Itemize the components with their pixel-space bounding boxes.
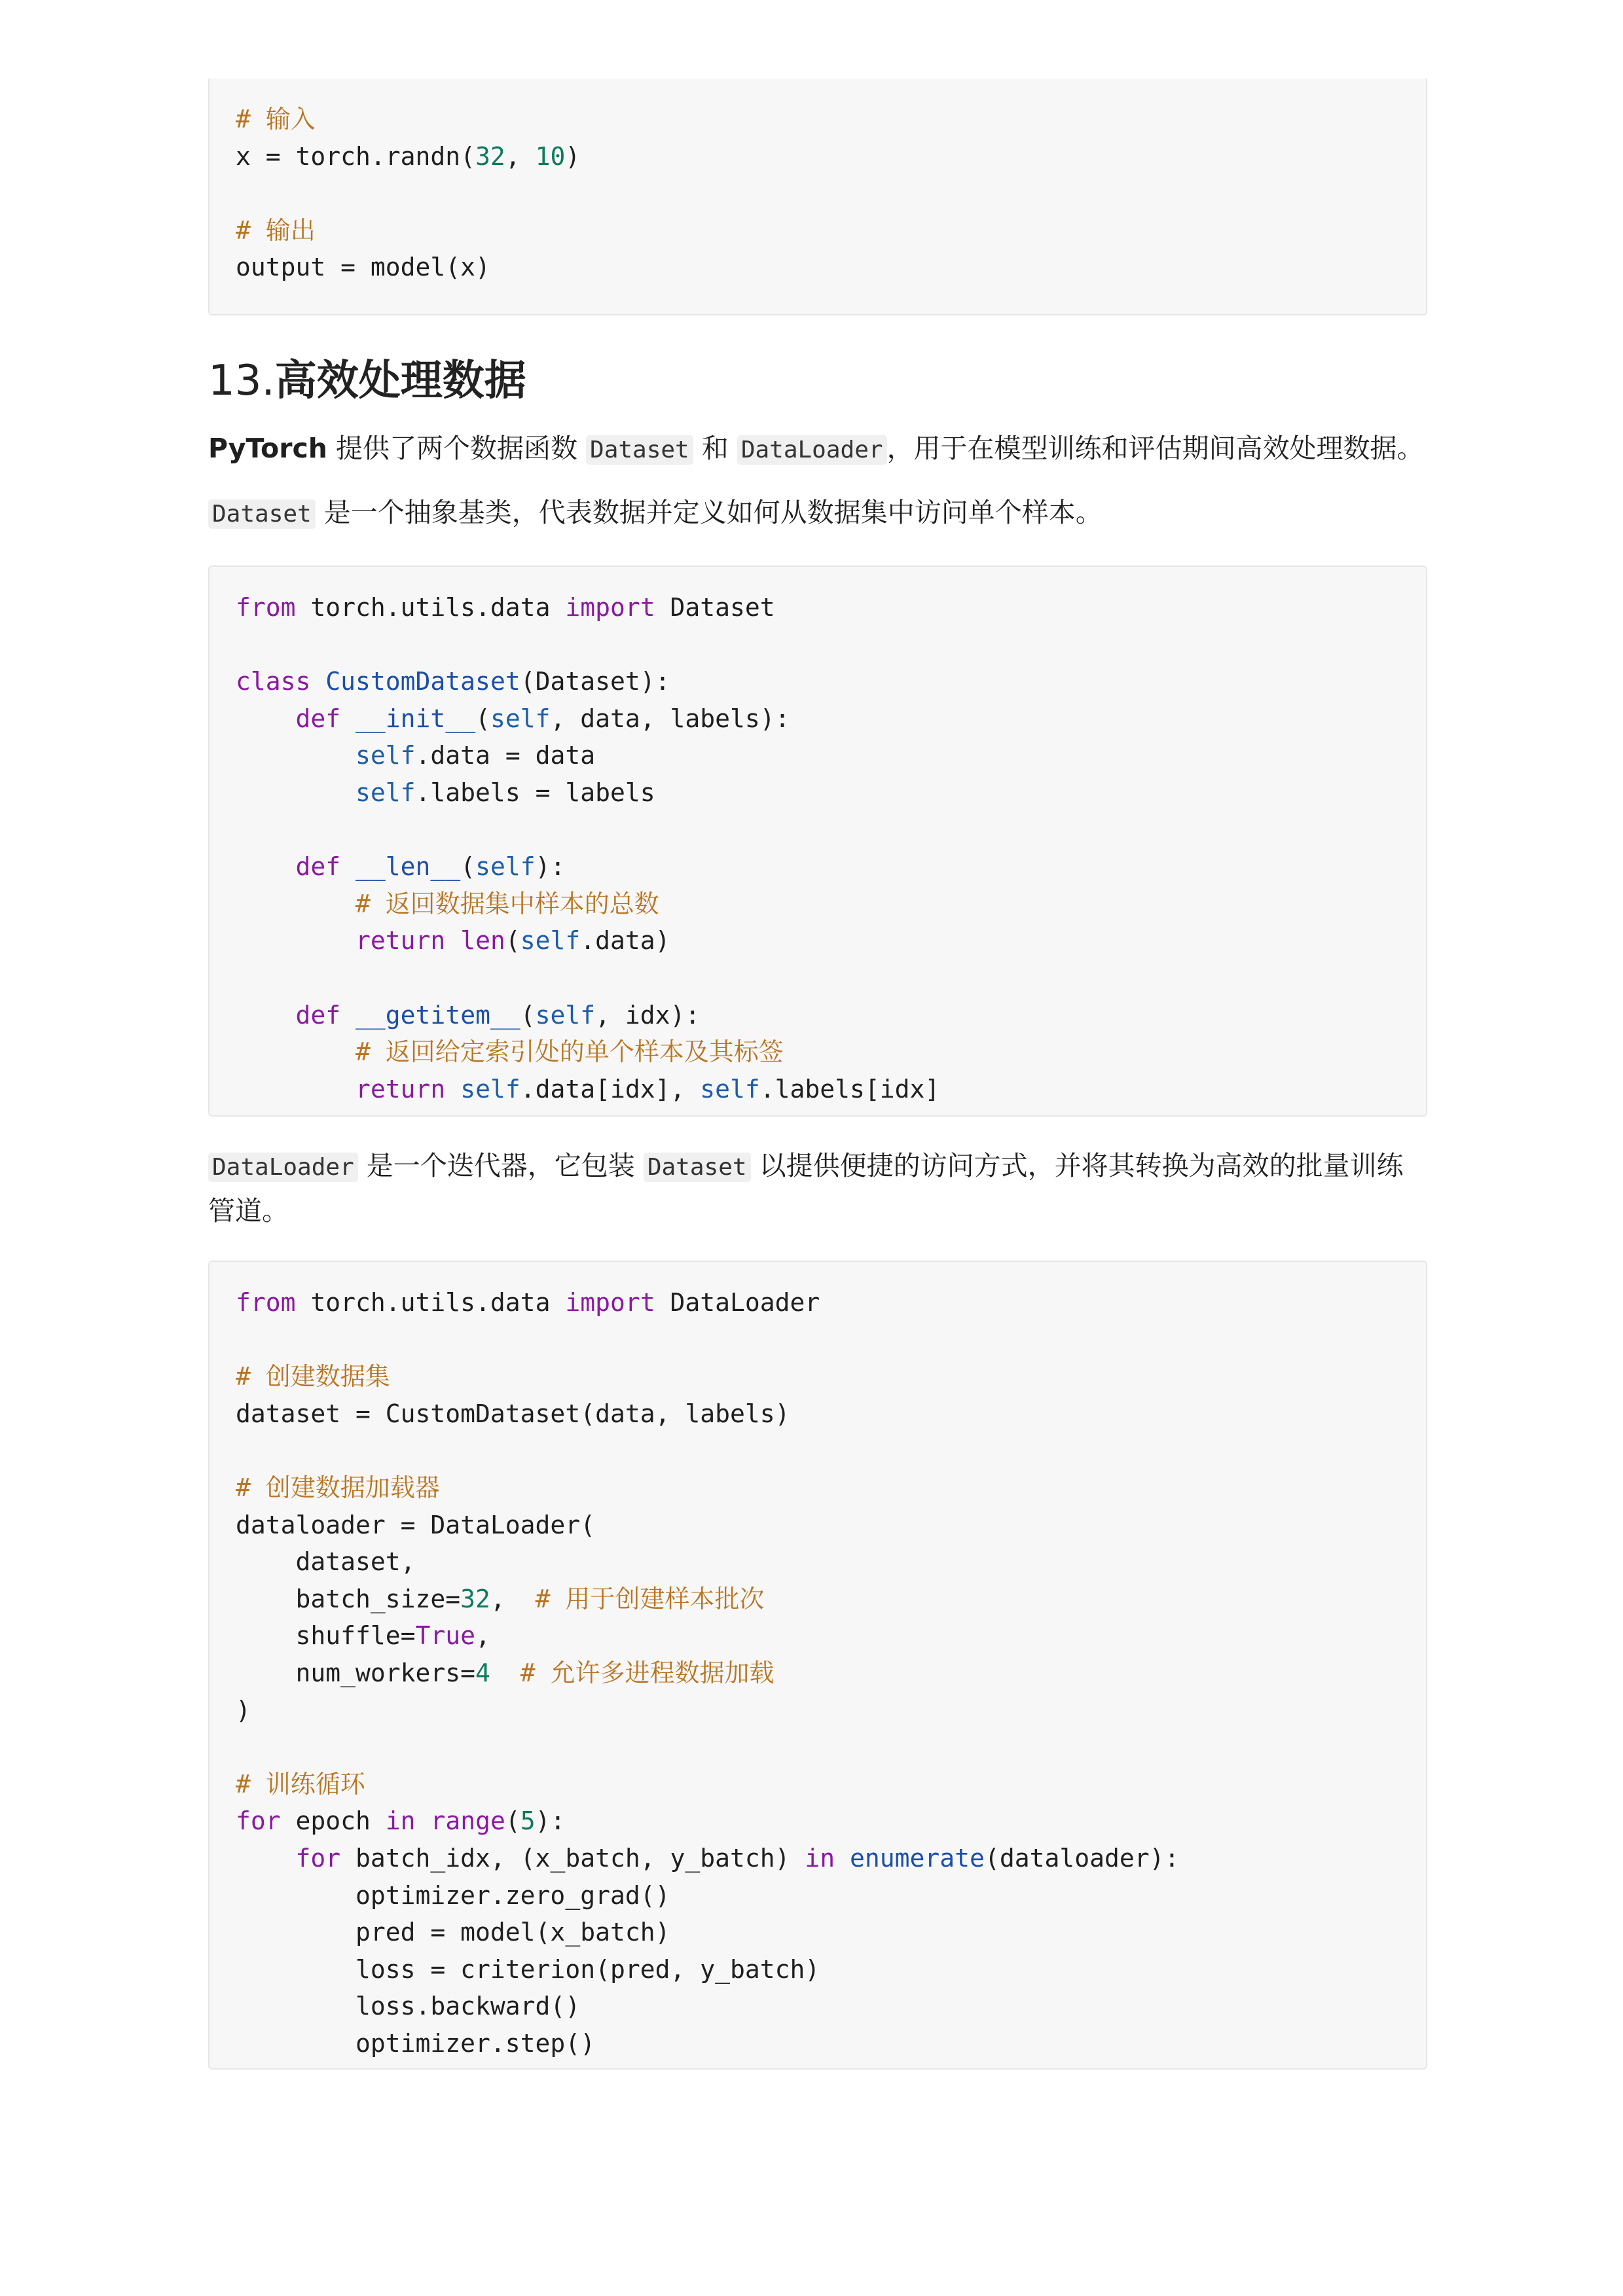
code-token: dataloader = DataLoader( bbox=[236, 1510, 596, 1539]
code-token: # 创建数据加载器 bbox=[236, 1473, 440, 1502]
code-token: , bbox=[505, 141, 536, 171]
code-line bbox=[236, 1988, 1400, 2025]
text-span: 提供了两个数据函数 bbox=[327, 433, 587, 464]
code-token: # 输入 bbox=[236, 105, 316, 134]
code-line bbox=[236, 1469, 1400, 1507]
code-token: # 允许多进程数据加载 bbox=[520, 1658, 775, 1687]
code-token: batch_idx, (x_batch, y_batch) bbox=[340, 1843, 805, 1873]
code-token: __len__ bbox=[356, 852, 461, 882]
code-token: for bbox=[236, 1806, 281, 1836]
inline-code-dataloader: DataLoader bbox=[737, 435, 887, 465]
code-token: import bbox=[565, 593, 655, 622]
code-line bbox=[236, 1655, 1400, 1692]
code-token: ( bbox=[475, 704, 490, 733]
code-line bbox=[236, 589, 1400, 626]
code-token: len bbox=[460, 926, 505, 956]
code-line bbox=[236, 1877, 1400, 1914]
code-token bbox=[490, 1659, 520, 1687]
code-token bbox=[236, 1075, 356, 1103]
code-token: import bbox=[565, 1288, 655, 1317]
code-token: self bbox=[356, 778, 416, 807]
code-token: , data, labels): bbox=[550, 704, 790, 733]
code-token bbox=[445, 1075, 460, 1103]
code-token: in bbox=[805, 1843, 835, 1873]
code-token: torch.utils.data bbox=[295, 593, 566, 622]
code-line bbox=[236, 1692, 1400, 1729]
code-token: , idx): bbox=[595, 1000, 701, 1030]
code-token: self bbox=[490, 704, 551, 733]
code-line bbox=[236, 101, 1400, 138]
code-token: .data[idx], bbox=[520, 1074, 701, 1103]
code-token: batch_size= bbox=[236, 1584, 461, 1613]
code-token: # 训练循环 bbox=[236, 1769, 365, 1799]
code-line bbox=[236, 886, 1400, 923]
code-line bbox=[236, 774, 1400, 812]
code-token bbox=[236, 926, 356, 955]
code-token: self bbox=[520, 926, 581, 956]
code-token bbox=[236, 778, 356, 807]
code-line bbox=[236, 960, 1400, 997]
code-token: optimizer.step() bbox=[236, 2028, 596, 2058]
code-block-dataloader bbox=[208, 1261, 1427, 2070]
code-token: def bbox=[295, 704, 341, 733]
code-token: 32 bbox=[475, 141, 505, 171]
code-line bbox=[236, 1840, 1400, 1877]
code-token: torch.utils.data bbox=[295, 1288, 566, 1317]
code-token: epoch bbox=[280, 1806, 386, 1836]
code-line bbox=[236, 1395, 1400, 1433]
code-line bbox=[236, 175, 1400, 212]
code-token: in bbox=[385, 1806, 416, 1836]
code-token: ( bbox=[460, 852, 476, 882]
code-token bbox=[445, 926, 460, 955]
code-token: __getitem__ bbox=[356, 1000, 520, 1030]
code-token: def bbox=[295, 852, 341, 882]
code-line bbox=[236, 700, 1400, 738]
code-token: ) bbox=[565, 141, 581, 171]
code-line bbox=[236, 2025, 1400, 2062]
code-token: .labels[idx] bbox=[759, 1074, 940, 1103]
pytorch-term: PyTorch bbox=[208, 433, 327, 464]
code-line bbox=[236, 212, 1400, 249]
code-token: (Dataset): bbox=[520, 667, 670, 696]
code-token: return bbox=[356, 926, 446, 956]
code-token: enumerate bbox=[850, 1843, 985, 1873]
code-token: Dataset bbox=[655, 593, 775, 622]
code-token: .data = data bbox=[415, 741, 596, 770]
code-block-model-usage bbox=[208, 79, 1427, 315]
text-span: ，用于在模型训练和评估期间高效处理数据。 bbox=[886, 433, 1424, 464]
text-span: 是一个迭代器，它包装 bbox=[357, 1150, 644, 1181]
code-token: ( bbox=[505, 1806, 520, 1836]
code-token: ): bbox=[535, 852, 566, 882]
code-token bbox=[236, 1844, 296, 1873]
code-line bbox=[236, 1033, 1400, 1071]
inline-code-dataloader: DataLoader bbox=[208, 1153, 358, 1182]
code-block-custom-dataset bbox=[208, 565, 1427, 1117]
code-token bbox=[340, 704, 356, 733]
code-token bbox=[236, 1001, 296, 1030]
code-token: True bbox=[415, 1621, 476, 1651]
code-token: CustomDataset bbox=[325, 667, 520, 696]
code-token: num_workers= bbox=[236, 1658, 476, 1687]
code-line bbox=[236, 997, 1400, 1034]
code-token: x = torch.randn( bbox=[236, 141, 476, 171]
code-line bbox=[236, 1914, 1400, 1951]
text-span: 是一个抽象基类，代表数据并定义如何从数据集中访问单个样本。 bbox=[315, 497, 1103, 528]
code-line bbox=[236, 626, 1400, 664]
code-token: ( bbox=[520, 1000, 536, 1030]
code-token: self bbox=[535, 1000, 596, 1030]
code-line bbox=[236, 922, 1400, 960]
code-token: self bbox=[475, 852, 536, 882]
section-heading bbox=[208, 347, 526, 407]
code-token: , bbox=[475, 1621, 490, 1651]
code-token: __init__ bbox=[356, 704, 476, 733]
code-token: pred = model(x_batch) bbox=[236, 1918, 670, 1947]
code-token bbox=[236, 1037, 356, 1066]
code-token bbox=[310, 667, 325, 696]
code-token: range bbox=[430, 1806, 505, 1836]
code-token: from bbox=[236, 1288, 296, 1317]
code-token bbox=[236, 889, 356, 918]
code-token: return bbox=[356, 1074, 446, 1103]
code-line bbox=[236, 1321, 1400, 1359]
code-token: # 返回给定索引处的单个样本及其标签 bbox=[356, 1037, 784, 1067]
code-token: for bbox=[295, 1843, 341, 1873]
code-token: self bbox=[460, 1074, 520, 1103]
section-title: 高效处理数据 bbox=[274, 357, 526, 405]
code-token: .data) bbox=[580, 926, 670, 956]
code-line bbox=[236, 812, 1400, 849]
code-line bbox=[236, 1284, 1400, 1321]
code-line bbox=[236, 1581, 1400, 1618]
code-token: from bbox=[236, 593, 296, 622]
inline-code-dataset: Dataset bbox=[586, 435, 693, 465]
code-token: , bbox=[490, 1584, 536, 1613]
code-line bbox=[236, 1432, 1400, 1469]
code-line bbox=[236, 1358, 1400, 1395]
code-token: # 返回数据集中样本的总数 bbox=[356, 889, 659, 918]
inline-code-dataset: Dataset bbox=[208, 499, 316, 529]
code-token: ) bbox=[236, 1695, 251, 1725]
code-token: dataset = CustomDataset(data, labels) bbox=[236, 1399, 790, 1428]
code-token: loss.backward() bbox=[236, 1992, 581, 2021]
dataloader-paragraph bbox=[208, 1144, 1427, 1232]
code-token: class bbox=[236, 667, 311, 696]
code-token: ( bbox=[505, 926, 520, 956]
code-token: 10 bbox=[535, 141, 566, 171]
code-token: optimizer.zero_grad() bbox=[236, 1880, 670, 1910]
code-token: shuffle= bbox=[236, 1621, 416, 1651]
code-token: ): bbox=[535, 1806, 566, 1836]
code-line bbox=[236, 1803, 1400, 1840]
code-line bbox=[236, 663, 1400, 700]
code-token: .labels = labels bbox=[415, 778, 655, 807]
code-token: 5 bbox=[520, 1806, 536, 1836]
code-token: (dataloader): bbox=[984, 1843, 1180, 1873]
code-token bbox=[416, 1806, 431, 1835]
intro-paragraph bbox=[208, 427, 1427, 472]
code-line bbox=[236, 1617, 1400, 1655]
code-token: self bbox=[700, 1074, 760, 1103]
code-line bbox=[236, 1766, 1400, 1803]
code-token bbox=[236, 704, 296, 733]
code-token: 32 bbox=[460, 1584, 490, 1613]
code-token: def bbox=[295, 1000, 341, 1030]
code-token: self bbox=[356, 741, 416, 770]
code-token: loss = criterion(pred, y_batch) bbox=[236, 1954, 820, 1984]
code-token: dataset, bbox=[236, 1547, 416, 1577]
code-token: # 创建数据集 bbox=[236, 1362, 390, 1391]
inline-code-dataset: Dataset bbox=[644, 1153, 751, 1182]
code-token: # 用于创建样本批次 bbox=[535, 1584, 765, 1613]
code-line bbox=[236, 1071, 1400, 1108]
dataset-paragraph bbox=[208, 491, 1427, 536]
code-line bbox=[236, 1507, 1400, 1544]
code-token: 4 bbox=[475, 1658, 490, 1687]
section-number: 13. bbox=[208, 357, 275, 405]
code-line bbox=[236, 1543, 1400, 1581]
code-token bbox=[835, 1844, 850, 1873]
code-token bbox=[236, 852, 296, 881]
code-line bbox=[236, 138, 1400, 175]
code-line bbox=[236, 249, 1400, 286]
code-line bbox=[236, 1951, 1400, 1988]
text-span: 以提供便捷的访问方式，并将其转换为高效的批量训练管道。 bbox=[208, 1150, 1404, 1227]
code-token: # 输出 bbox=[236, 215, 316, 245]
code-line bbox=[236, 737, 1400, 774]
code-token: output = model(x) bbox=[236, 253, 490, 282]
code-token bbox=[340, 852, 356, 881]
code-token bbox=[236, 741, 356, 770]
code-token bbox=[340, 1001, 356, 1030]
code-token: DataLoader bbox=[655, 1288, 820, 1317]
text-span: 和 bbox=[693, 433, 737, 464]
code-line bbox=[236, 1729, 1400, 1766]
code-line bbox=[236, 848, 1400, 886]
